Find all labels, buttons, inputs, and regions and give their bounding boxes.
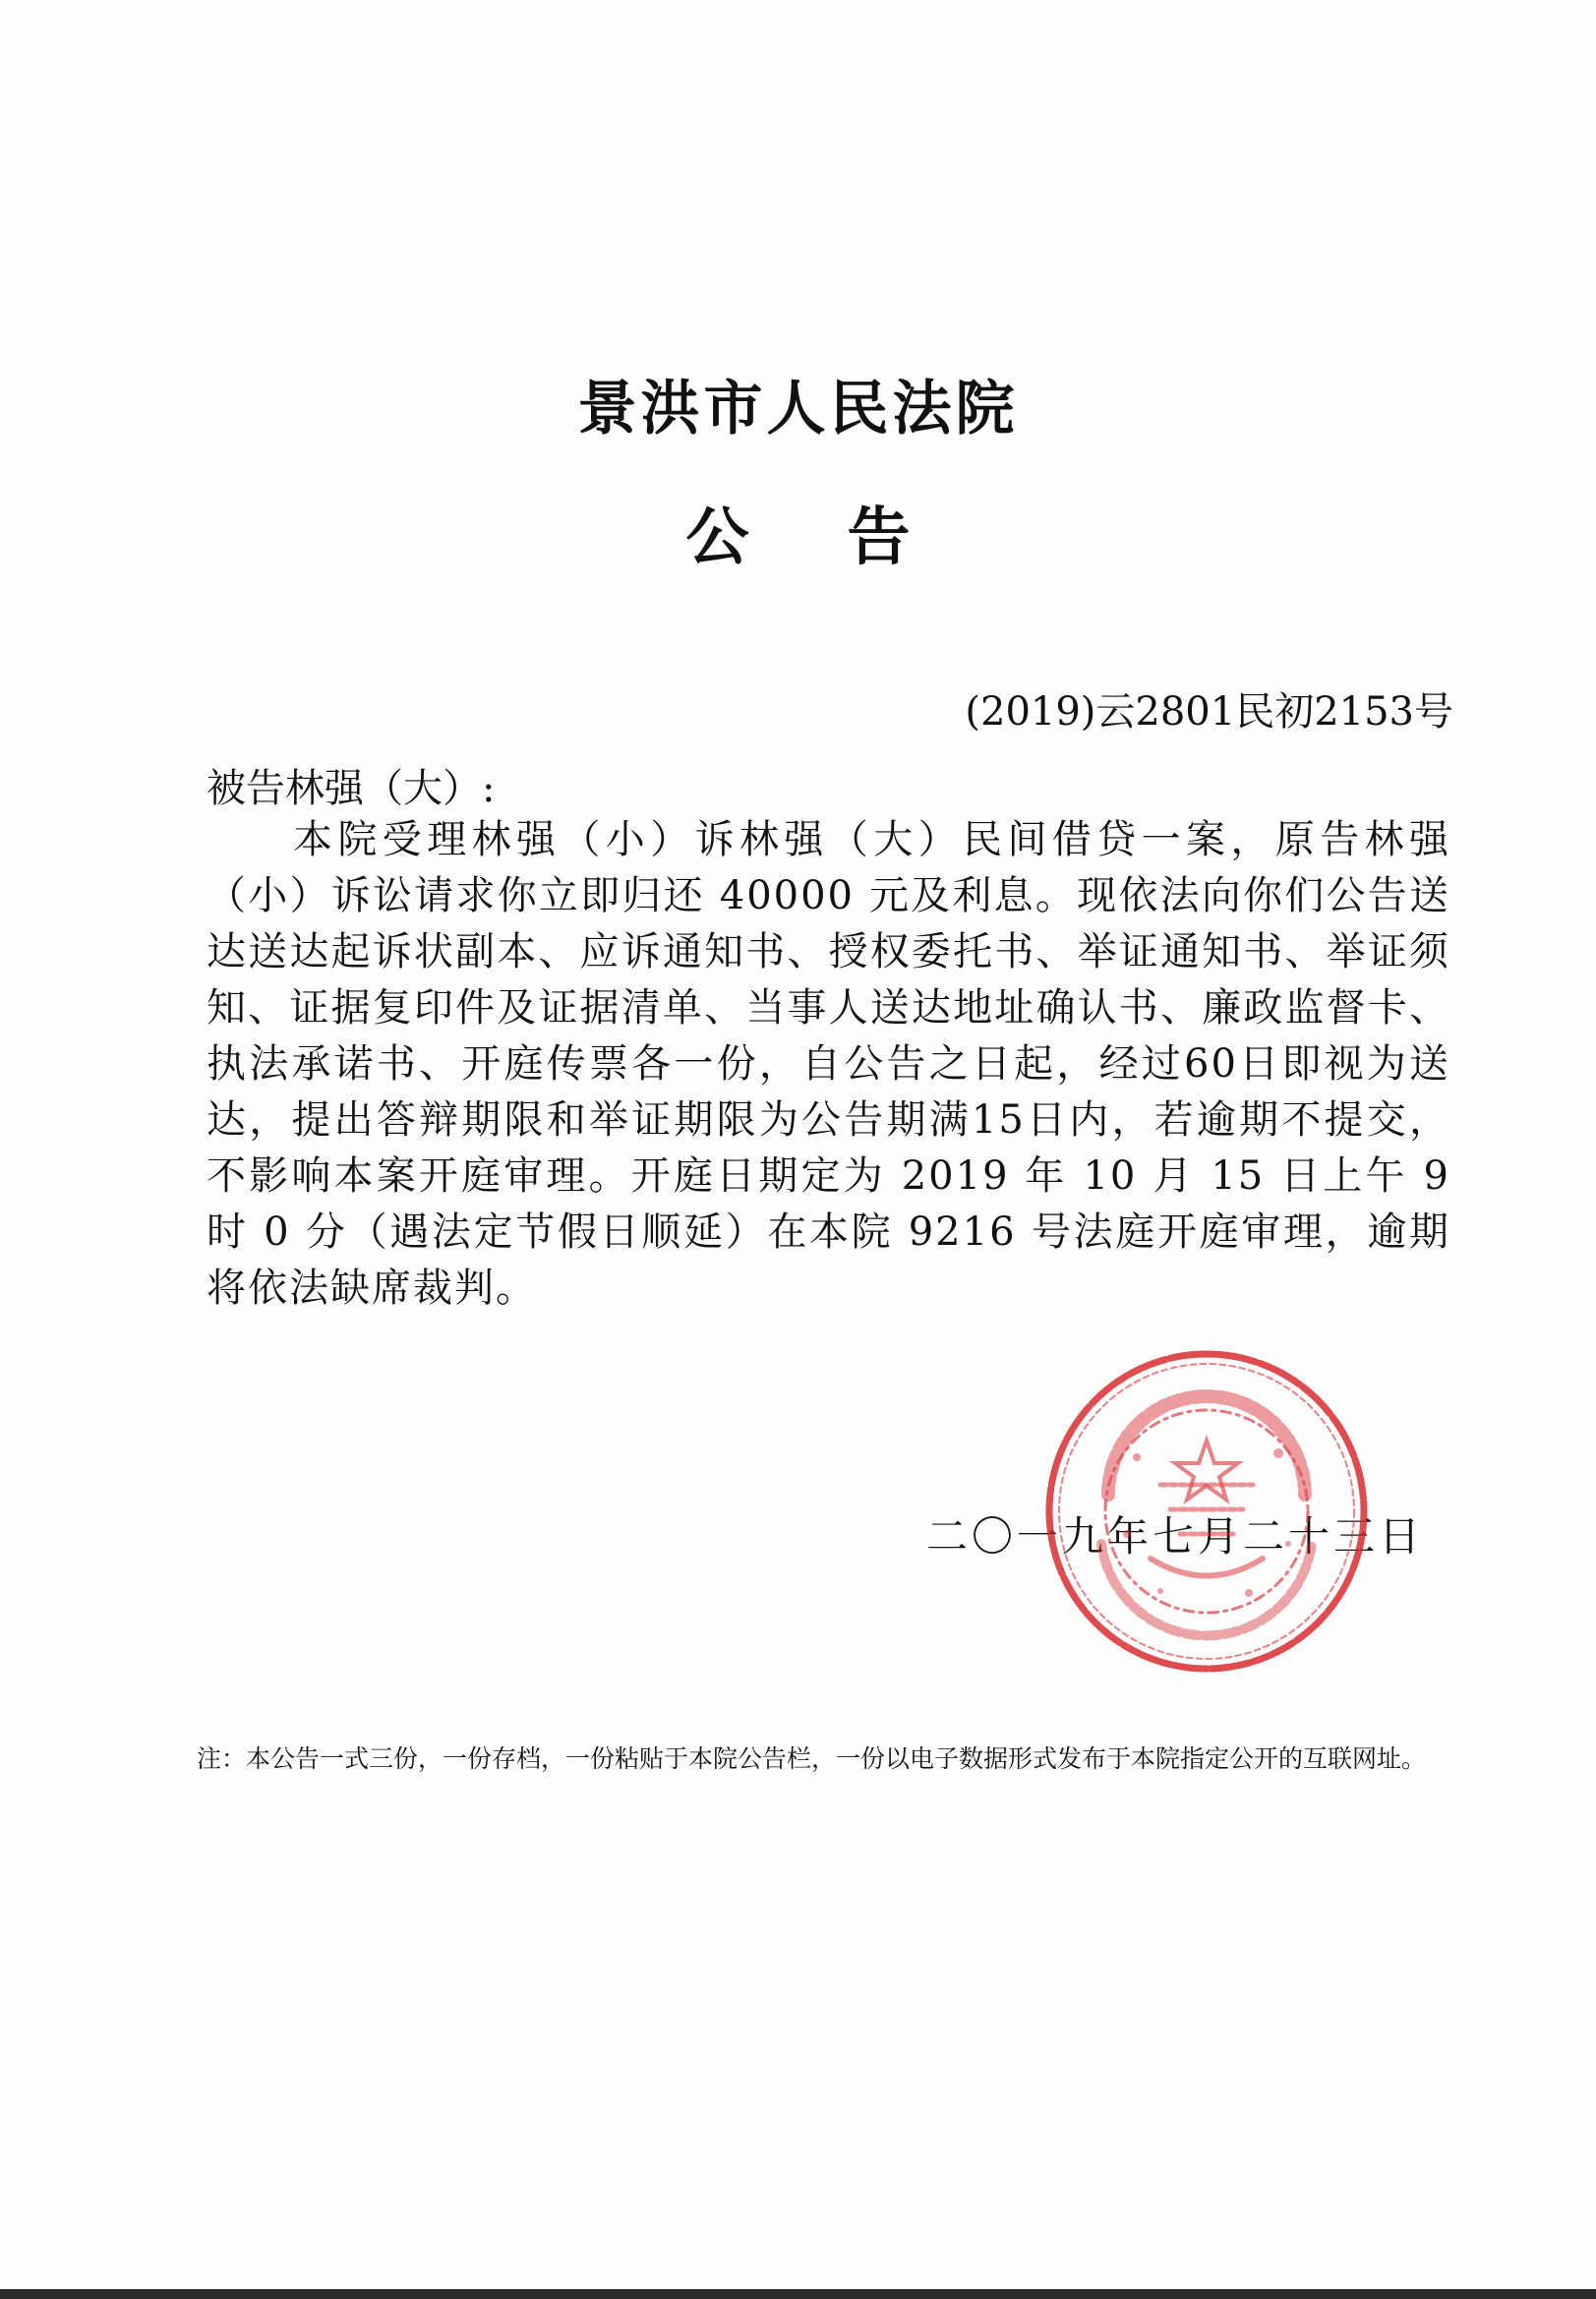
court-name-heading: 景洪市人民法院 bbox=[577, 375, 1019, 443]
footnote: 注：本公告一式三份，一份存档，一份粘贴于本院公告栏，一份以电子数据形式发布于本院指定公开的互联网址。 bbox=[197, 1744, 1427, 1773]
court-seal-stamp bbox=[1042, 1347, 1372, 1677]
document-title: 公告 bbox=[685, 501, 1009, 574]
case-number: (2019)云2801民初2153号 bbox=[965, 689, 1453, 735]
issue-date: 二〇一九年七月二十三日 bbox=[925, 1512, 1424, 1561]
addressee: 被告林强（大）: bbox=[207, 766, 496, 811]
scan-edge-band bbox=[0, 2289, 1596, 2299]
notice-body: 本院受理林强（小）诉林强（大）民间借贷一案，原告林强（小）诉讼请求你立即归还 40000 元及利息。现依法向你们公告送达送达起诉状副本、应诉通知书、授权委托书、举证通知书、举证须知、证据复印件及证据清单、当事人送达地址确认书、廉政监督卡、执法承诺书、开庭传票各一份，自公告之日起，经过60日即视为送达，提出答辩期限和举证期限为公告期满15日内，若逾期不提交，不影响本案开庭审理。开庭日期定为 2019 年 10 月 15 日上午 9 时 0 分（遇法定节假日顺延）在本院 9216 号法庭开庭审理，逾期将依法缺席裁判。 bbox=[207, 817, 1450, 1311]
